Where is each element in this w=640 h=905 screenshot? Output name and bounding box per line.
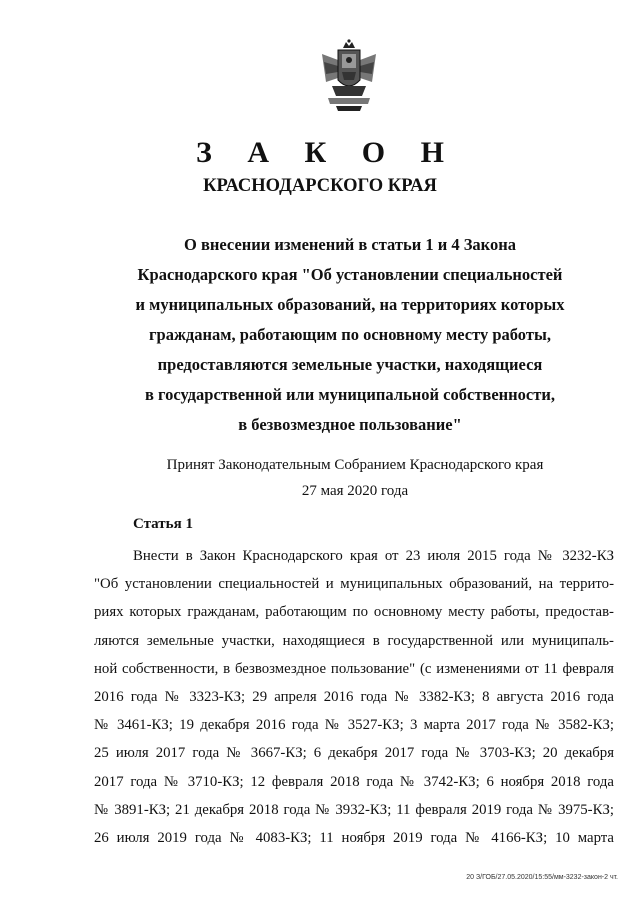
law-title-line: О внесении изменений в статьи 1 и 4 Закона	[184, 235, 516, 254]
body-line: ляются земельные участки, находящиеся в государственной или муниципаль-	[94, 632, 614, 649]
body-line: № 3461-КЗ; 19 декабря 2016 года № 3527-КЗ; 3 марта 2017 года № 3582-КЗ;	[94, 717, 614, 734]
body-line: 2016 года № 3323-КЗ; 29 апреля 2016 года № 3382-КЗ; 8 августа 2016 года	[94, 689, 614, 706]
article-body	[94, 542, 614, 852]
coat-of-arms-emblem	[318, 38, 380, 112]
law-title-line: гражданам, работающим по основному месту работы,	[149, 325, 551, 344]
body-line: № 3891-КЗ; 21 декабря 2018 года № 3932-КЗ; 11 февраля 2019 года № 3975-КЗ;	[94, 801, 614, 818]
document-title: З А К О Н	[196, 136, 458, 169]
body-line: 26 июля 2019 года № 4083-КЗ; 11 ноября 2019 года № 4166-КЗ; 10 марта	[94, 830, 614, 847]
law-title-line: предоставляются земельные участки, находящиеся	[157, 355, 543, 374]
law-title-line: и муниципальных образований, на территориях которых	[135, 295, 565, 314]
body-line: ной собственности, в безвозмездное пользование" (с изменениями от 11 февраля	[94, 660, 614, 677]
law-title	[60, 230, 640, 440]
adoption-date: 27 мая 2020 года	[301, 483, 409, 499]
document-subtitle: КРАСНОДАРСКОГО КРАЯ	[203, 176, 437, 196]
body-line: риях которых гражданам, работающим по основному месту работы, предостав-	[94, 604, 614, 621]
body-line: 25 июля 2017 года № 3667-КЗ; 6 декабря 2017 года № 3703-КЗ; 20 декабря	[94, 745, 614, 762]
body-line: "Об установлении специальностей и муниципальных образований, на террито-	[94, 576, 614, 593]
body-line: 2017 года № 3710-КЗ; 12 февраля 2018 года № 3742-КЗ; 6 ноября 2018 года	[94, 773, 614, 790]
law-title-line: в безвозмездное пользование"	[238, 415, 462, 434]
law-title-line: в государственной или муниципальной собственности,	[144, 385, 555, 404]
adoption-note	[70, 452, 640, 504]
adoption-body: Принят Законодательным Собранием Краснодарского края	[166, 457, 544, 473]
body-line: Внести в Закон Краснодарского края от 23 июля 2015 года № 3232-КЗ	[133, 548, 614, 564]
document-footer-code: 20 З/ГОБ/27.05.2020/15:55/мм-3232-закон-2 чт.	[466, 874, 618, 881]
law-title-line: Краснодарского края "Об установлении специальностей	[137, 265, 563, 284]
article-heading: Статья 1	[133, 516, 193, 532]
